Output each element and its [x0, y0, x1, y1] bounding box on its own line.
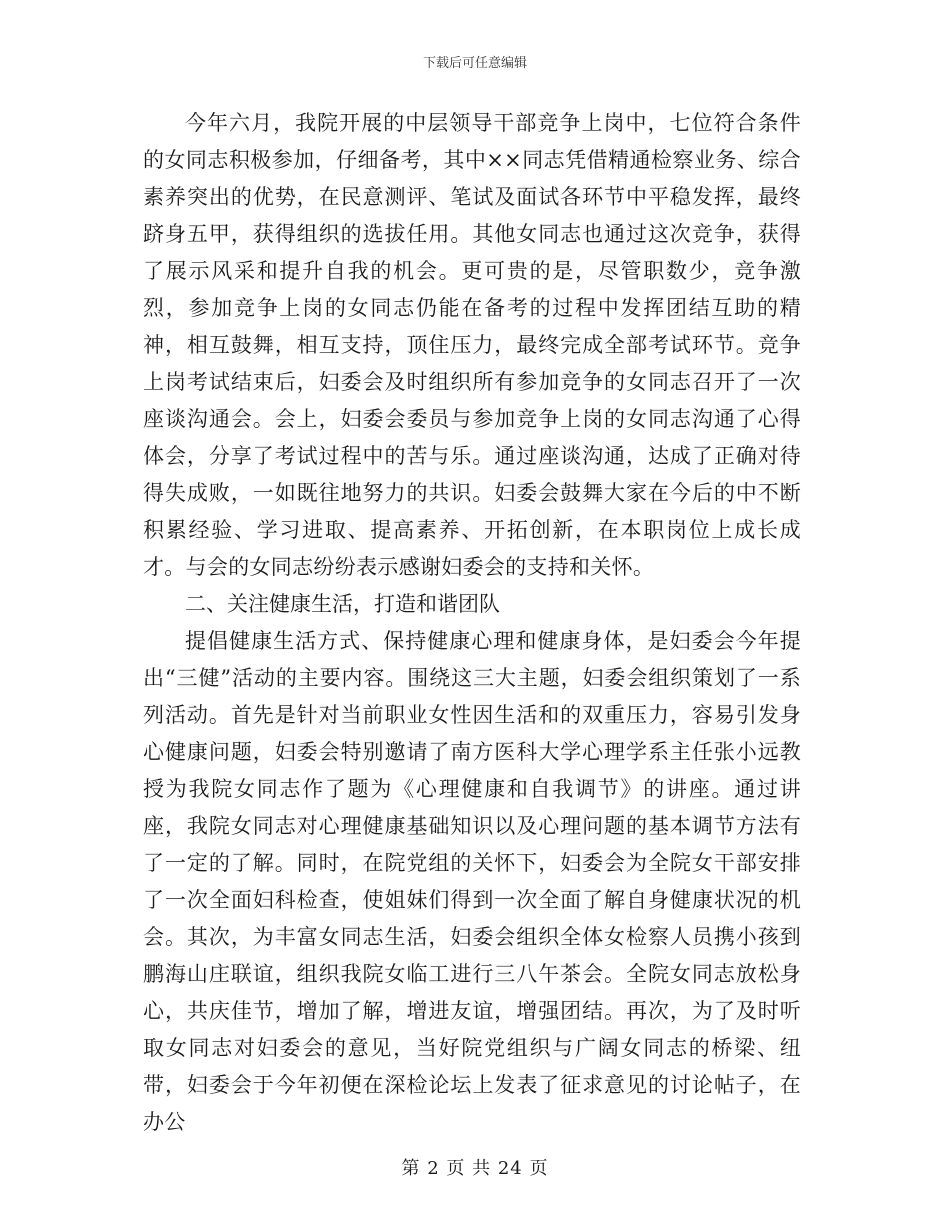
paragraph: 提倡健康生活方式、保持健康心理和健康身体，是妇委会今年提出“三健”活动的主要内容。围绕这三大主题，妇委会组织策划了一系列活动。首先是针对当前职业女性因生活和的双重压力，容易引发身心健康问题，妇委会特别邀请了南方医科大学心理学系主任张小远教授为我院女同志作了题为《心理健康和自我调节》的讲座。通过讲座，我院女同志对心理健康基础知识以及心理问题的基本调节方法有了一定的了解。同时，在院党组的关怀下，妇委会为全院女干部安排了一次全面妇科检查，使姐妹们得到一次全面了解自身健康状况的机会。其次，为丰富女同志生活，妇委会组织全体女检察人员携小孩到鹏海山庄联谊，组织我院女临工进行三八午茶会。全院女同志放松身心，共庆佳节，增加了解，增进友谊，增强团结。再次，为了及时听取女同志对妇委会的意见，当好院党组织与广阔女同志的桥梁、纽带，妇委会于今年初便在深检论坛上发表了征求意见的讨论帖子，在办公	[143, 629, 801, 1134]
document-body	[143, 105, 801, 1141]
section-heading: 二、关注健康生活，打造和谐团队	[185, 592, 500, 616]
page-number: 第 2 页 共 24 页	[401, 1158, 549, 1179]
page-header: 下载后可任意编辑	[422, 56, 527, 71]
paragraph: 今年六月，我院开展的中层领导干部竞争上岗中，七位符合条件的女同志积极参加，仔细备考，其中××同志凭借精通检察业务、综合素养突出的优势，在民意测评、笔试及面试各环节中平稳发挥，最终跻身五甲，获得组织的选拔任用。其他女同志也通过这次竞争，获得了展示风采和提升自我的机会。更可贵的是，尽管职数少，竞争激烈，参加竞争上岗的女同志仍能在备考的过程中发挥团结互助的精神，相互鼓舞，相互支持，顶住压力，最终完成全部考试环节。竞争上岗考试结束后，妇委会及时组织所有参加竞争的女同志召开了一次座谈沟通会。会上，妇委会委员与参加竞争上岗的女同志沟通了心得体会，分享了考试过程中的苦与乐。通过座谈沟通，达成了正确对待得失成败，一如既往地努力的共识。妇委会鼓舞大家在今后的中不断积累经验、学习进取、提高素养、开拓创新，在本职岗位上成长成才。与会的女同志纷纷表示感谢妇委会的支持和关怀。	[143, 111, 801, 579]
